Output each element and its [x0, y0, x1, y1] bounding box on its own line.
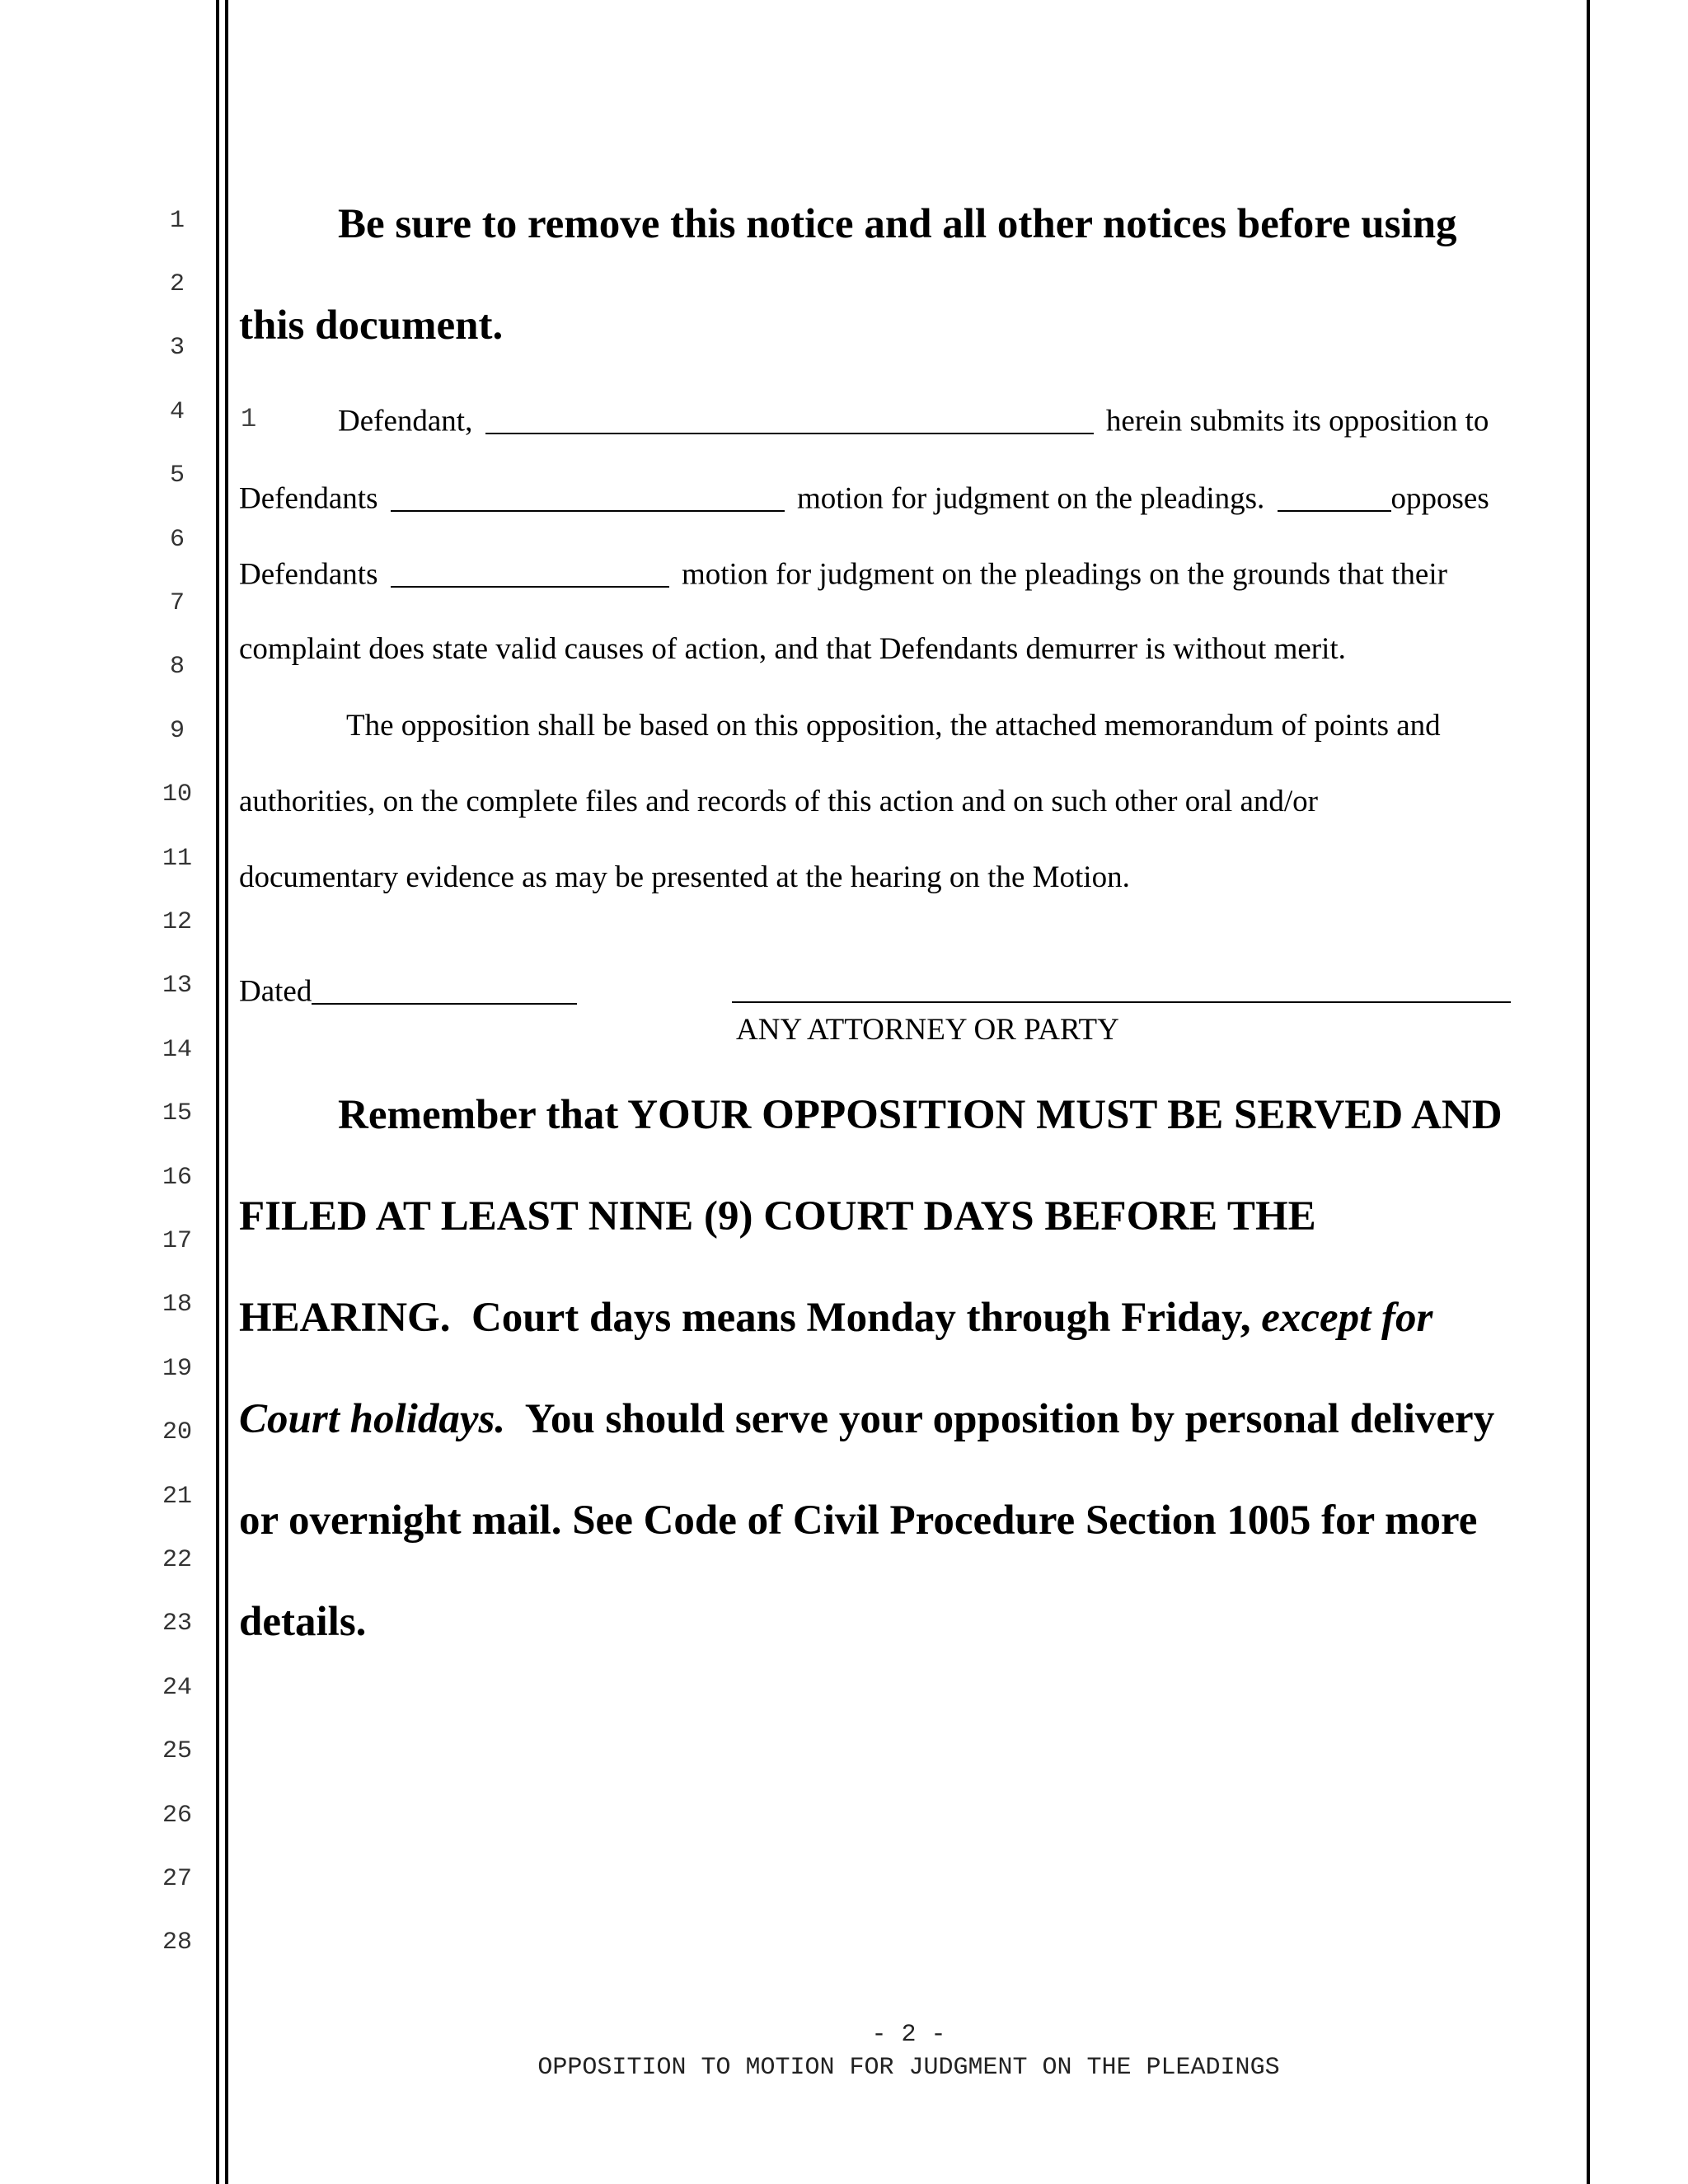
- line-number: 19: [162, 1355, 192, 1383]
- body-line-7: documentary evidence as may be presented at the hearing on the Motion.: [239, 860, 1130, 894]
- line-number: 6: [169, 526, 185, 554]
- submits-text: herein submits its opposition to: [1105, 404, 1489, 438]
- line-number: 5: [169, 462, 185, 490]
- line-number: 13: [162, 972, 192, 1000]
- court-holidays-text: Court holidays.: [239, 1396, 506, 1442]
- defendant-name-blank[interactable]: [485, 402, 1094, 434]
- line-number: 18: [162, 1291, 192, 1319]
- date-blank[interactable]: [312, 972, 577, 1005]
- line-number: 25: [162, 1737, 192, 1765]
- line-number: 21: [162, 1483, 192, 1511]
- notice-bottom-line-6: details.: [239, 1599, 367, 1645]
- except-for-text: except for: [1261, 1295, 1433, 1341]
- line-number: 1: [169, 207, 185, 235]
- opposes-text: opposes: [1390, 481, 1489, 516]
- court-days-text: HEARING. Court days means Monday through Friday,: [239, 1295, 1262, 1341]
- notice-bottom-line-3: [239, 1294, 1432, 1342]
- paragraph-number: 1: [241, 404, 257, 434]
- line-number: 7: [169, 589, 185, 617]
- line-number: 24: [162, 1674, 192, 1702]
- right-margin-rule: [1587, 0, 1590, 2184]
- signature-line[interactable]: [732, 1001, 1511, 1003]
- line-number: 15: [162, 1099, 192, 1127]
- line-number: 10: [162, 780, 192, 808]
- body-line-5: The opposition shall be based on this opposition, the attached memorandum of points and: [346, 709, 1441, 743]
- defendants-label-2: Defendants: [239, 557, 378, 592]
- opposing-party-blank[interactable]: [1278, 480, 1391, 512]
- notice-bottom-line-2: FILED AT LEAST NINE (9) COURT DAYS BEFORE THE: [239, 1193, 1316, 1240]
- notice-bottom-line-5: or overnight mail. See Code of Civil Procedure Section 1005 for more: [239, 1497, 1478, 1544]
- line-number: 2: [169, 270, 185, 298]
- line-number: 14: [162, 1036, 192, 1064]
- left-margin-rule-outer: [216, 0, 219, 2184]
- grounds-text: motion for judgment on the pleadings on the grounds that their: [682, 557, 1447, 592]
- line-number: 8: [169, 653, 185, 681]
- notice-top-line-2: this document.: [239, 302, 504, 349]
- motion-text: motion for judgment on the pleadings.: [797, 481, 1265, 516]
- body-line-3: [239, 555, 1447, 593]
- body-line-4: complaint does state valid causes of action, and that Defendants demurrer is without merit.: [239, 632, 1346, 666]
- defendants-name-blank-1[interactable]: [391, 480, 785, 512]
- line-number: 28: [162, 1929, 192, 1957]
- left-margin-rule-inner: [225, 0, 228, 2184]
- line-number: 11: [162, 845, 192, 873]
- page-number: - 2 -: [871, 2021, 946, 2049]
- line-number: 12: [162, 908, 192, 936]
- defendants-label: Defendants: [239, 481, 378, 516]
- line-number: 23: [162, 1610, 192, 1638]
- notice-top-line-1: Be sure to remove this notice and all other notices before using: [338, 201, 1457, 247]
- signer-label: ANY ATTORNEY OR PARTY: [736, 1013, 1119, 1047]
- line-number: 20: [162, 1418, 192, 1446]
- line-number: 27: [162, 1865, 192, 1893]
- defendants-name-blank-2[interactable]: [391, 555, 669, 588]
- body-line-1: [338, 402, 1489, 439]
- dated-line: [239, 972, 577, 1010]
- dated-label: Dated: [239, 974, 312, 1009]
- body-line-2: [239, 480, 1489, 517]
- defendant-label: Defendant,: [338, 404, 473, 438]
- notice-bottom-line-4: [239, 1395, 1494, 1443]
- footer-title: OPPOSITION TO MOTION FOR JUDGMENT ON THE PLEADINGS: [537, 2054, 1280, 2082]
- line-number: 3: [169, 334, 185, 362]
- line-number: 9: [169, 717, 185, 745]
- body-line-6: authorities, on the complete files and records of this action and on such other oral and/or: [239, 785, 1319, 818]
- notice-bottom-line-1: Remember that YOUR OPPOSITION MUST BE SERVED AND: [338, 1092, 1503, 1138]
- line-number: 4: [169, 398, 185, 426]
- line-number: 17: [162, 1227, 192, 1255]
- line-number: 26: [162, 1802, 192, 1830]
- line-number: 22: [162, 1546, 192, 1574]
- line-number: 16: [162, 1164, 192, 1192]
- serve-text: You should serve your opposition by personal delivery: [505, 1396, 1495, 1442]
